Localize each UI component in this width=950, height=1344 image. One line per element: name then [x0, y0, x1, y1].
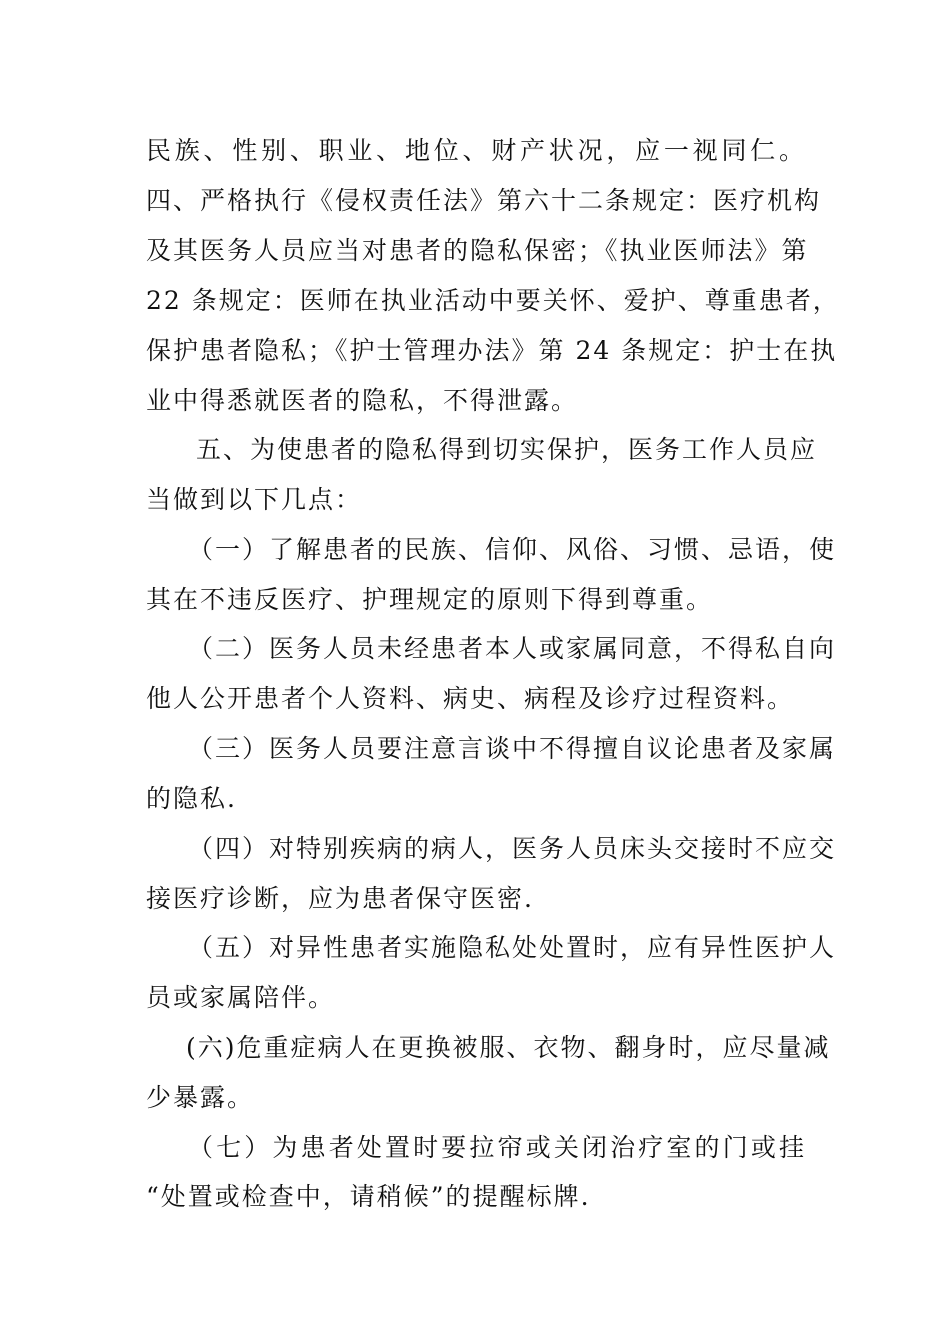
- list-item-line: (六)危重症病人在更换被服、衣物、翻身时，应尽量减: [186, 1033, 831, 1062]
- paragraph-line: 五、为使患者的隐私得到切实保护，医务工作人员应: [196, 435, 818, 464]
- list-item-line: （四）对特别疾病的病人，医务人员床头交接时不应交: [188, 834, 837, 863]
- list-item-line: （五）对异性患者实施隐私处处置时，应有异性医护人: [188, 933, 837, 962]
- paragraph-line: 四、严格执行《侵权责任法》第六十二条规定：医疗机构: [146, 186, 822, 215]
- list-item-line: （二）医务人员未经患者本人或家属同意，不得私自向: [188, 634, 837, 663]
- list-item-line: “处置或检查中，请稍候”的提醒标牌.: [146, 1182, 591, 1211]
- list-item-line: 他人公开患者个人资料、病史、病程及诊疗过程资料。: [146, 684, 795, 713]
- paragraph-line: 及其医务人员应当对患者的隐私保密；《执业医师法》第: [146, 236, 809, 265]
- paragraph-line: 业中得悉就医者的隐私，不得泄露。: [146, 386, 579, 415]
- list-item-line: （七）为患者处置时要拉帘或关闭治疗室的门或挂: [188, 1133, 806, 1162]
- list-item-line: 其在不违反医疗、护理规定的原则下得到尊重。: [146, 585, 714, 614]
- list-item-line: 接医疗诊断，应为患者保守医密.: [146, 884, 534, 913]
- paragraph-line: 保护患者隐私；《护士管理办法》第 24 条规定：护士在执: [146, 336, 838, 365]
- paragraph-line: 民族、性别、职业、地位、财产状况，应一视同仁。: [146, 136, 806, 165]
- list-item-line: 少暴露。: [146, 1083, 255, 1112]
- list-item-line: 的隐私.: [146, 784, 237, 813]
- list-item-line: 员或家属陪伴。: [146, 983, 336, 1012]
- list-item-line: （三）医务人员要注意言谈中不得擅自议论患者及家属: [188, 734, 837, 763]
- paragraph-line: 当做到以下几点：: [146, 485, 363, 514]
- list-item-line: （一）了解患者的民族、信仰、风俗、习惯、忌语，使: [188, 535, 837, 564]
- paragraph-line: 22 条规定：医师在执业活动中要关怀、爱护、尊重患者，: [146, 286, 840, 315]
